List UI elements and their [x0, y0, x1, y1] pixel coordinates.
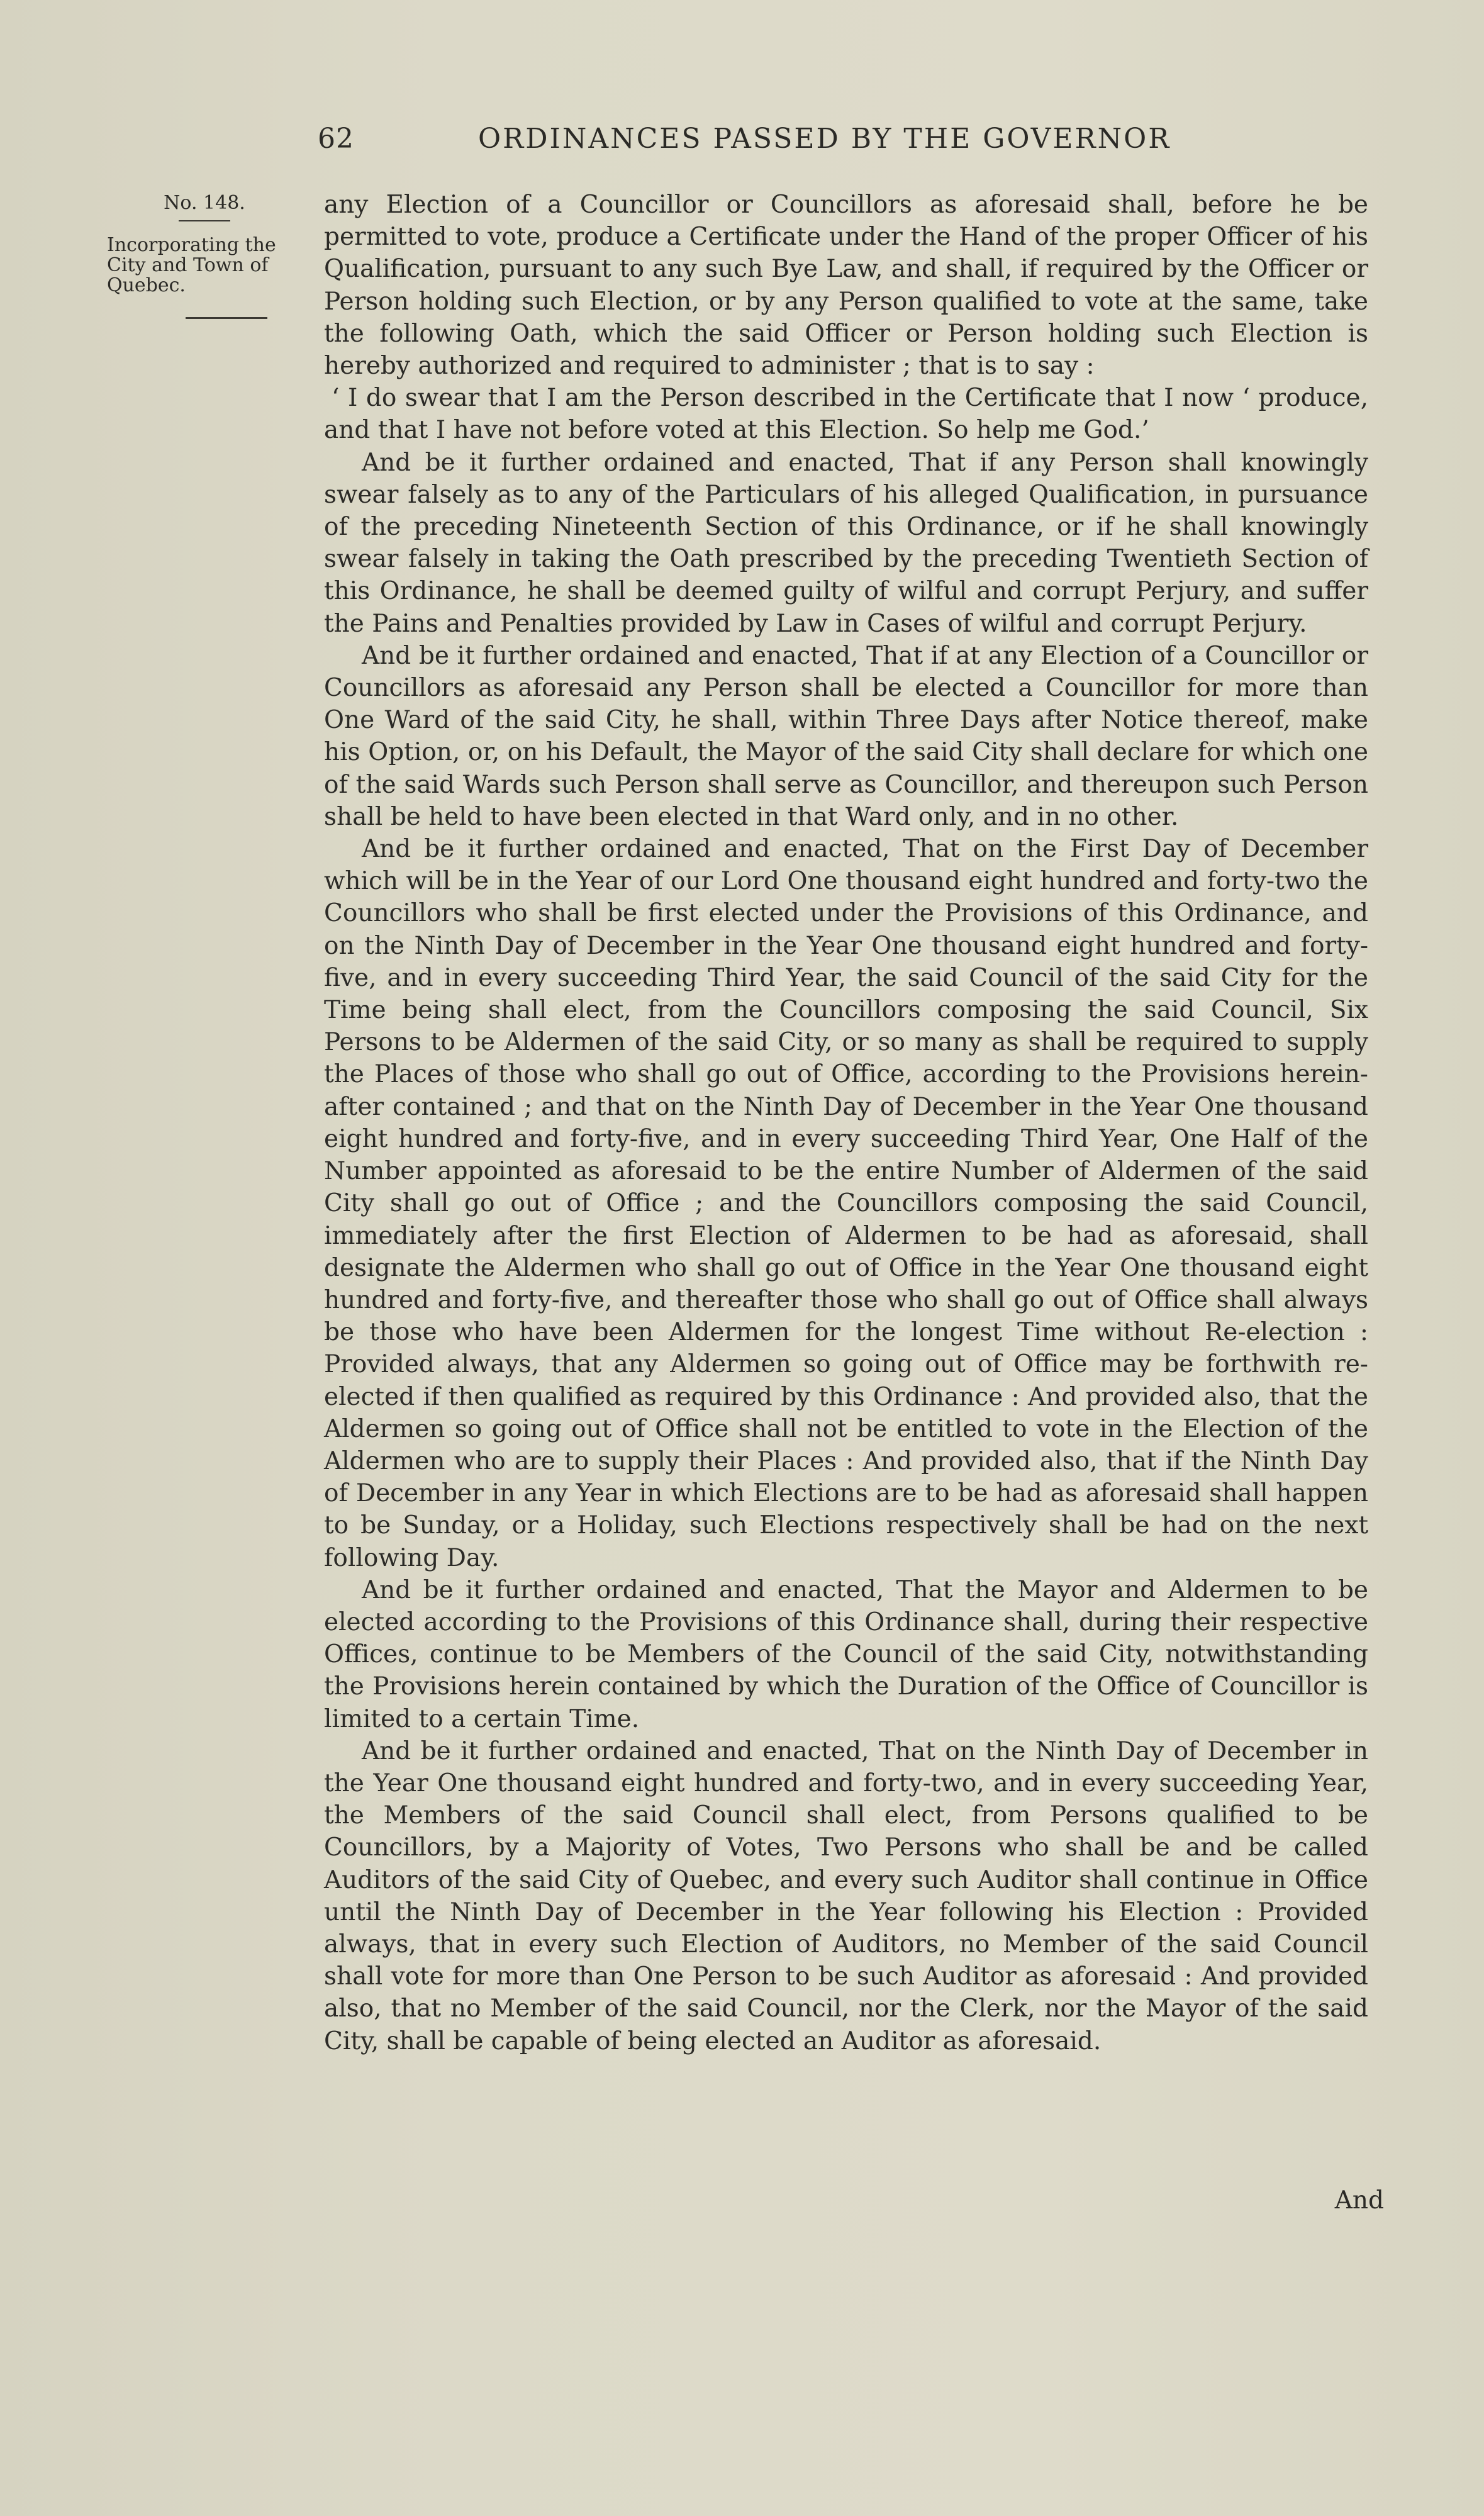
margin-note	[107, 192, 302, 319]
paragraph-auditors: And be it further ordained and enacted, That on the Ninth Day of December in the Year One thousand eight hundred and forty-two, and in every succeeding Year, the Members of the said Council shall elect, from Persons qualified to be Councillors, by a Majority of Votes, Two Persons who shall be and be called Auditors of the said City of Quebec, and every such Auditor shall continue in Office until the Ninth Day of December in the Year following his Election : Provided always, that in every such Election of Auditors, no Member of the said Council shall vote for more than One Person to be such Auditor as aforesaid : And provided also, that no Member of the said Council, nor the Clerk, nor the Mayor of the said City, shall be capable of being elected an Auditor as aforesaid.	[324, 1736, 1368, 2055]
paragraph-multiple-wards: And be it further ordained and enacted, That if at any Election of a Councillor or Councillors as aforesaid any Person shall be elected a Councillor for more than One Ward of the said City, he shall, within Three Days after Notice thereof, make his Option, or, on his Default, the Mayor of the said City shall declare for which one of the said Wards such Person shall serve as Councillor, and thereupon such Person shall be held to have been elected in that Ward only, and in no other.	[324, 641, 1368, 831]
margin-rule-top	[179, 220, 230, 221]
page-header	[318, 123, 1211, 160]
margin-rule-bottom	[186, 317, 267, 319]
running-title: ORDINANCES PASSED BY THE GOVERNOR	[478, 123, 1171, 155]
paragraph-mayor-aldermen-members: And be it further ordained and enacted, That the Mayor and Aldermen to be elected according to the Provisions of this Ordinance shall, during their respective Offices, continue to be Members of the Council of the said City, notwithstanding the Provisions herein contained by which the Duration of the Office of Councillor is limited to a certain Time.	[324, 1575, 1368, 1733]
paragraph-oath: ‘ I do swear that I am the Person described in the Certificate that I now ‘ produce, and that I have not before voted at this Election. So help me God.’	[324, 384, 1368, 445]
body-text	[324, 189, 1368, 2057]
paragraph-continuation: any Election of a Councillor or Councillors as aforesaid shall, before he be permitted to vote, produce a Certificate under the Hand of the proper Officer of his Qualification, pursuant to any such Bye Law, and shall, if required by the Officer or Person holding such Election, or by any Person qualified to vote at the same, take the following Oath, which the said Officer or Person holding such Election is hereby authorized and required to administer ; that is to say :	[324, 191, 1368, 381]
paragraph-aldermen-election: And be it further ordained and enacted, That on the First Day of December which will be in the Year of our Lord One thousand eight hundred and forty-two the Councillors who shall be first elected under the Provisions of this Ordinance, and on the Ninth Day of December in the Year One thousand eight hundred and forty-five, and in every succeeding Third Year, the said Council of the said City for the Time being shall elect, from the Councillors composing the said Council, Six Persons to be Aldermen of the said City, or so many as shall be required to supply the Places of those who shall go out of Office, according to the Provisions herein-after contained ; and that on the Ninth Day of December in the Year One thousand eight hundred and forty-five, and in every succeeding Third Year, One Half of the Number appointed as aforesaid to be the entire Number of Aldermen of the said City shall go out of Office ; and the Councillors composing the said Council, immediately after the first Election of Aldermen to be had as aforesaid, shall designate the Aldermen who shall go out of Office in the Year One thousand eight hundred and forty-five, and thereafter those who shall go out of Office shall always be those who have been Aldermen for the longest Time without Re-election : Provided always, that any Aldermen so going out of Office may be forthwith re-elected if then qualified as required by this Ordinance : And provided also, that the Aldermen so going out of Office shall not be entitled to vote in the Election of the Aldermen who are to supply their Places : And provided also, that if the Ninth Day of December in any Year in which Elections are to be had as aforesaid shall happen to be Sunday, or a Holiday, such Elections respectively shall be had on the next following Day.	[324, 835, 1368, 1572]
page-number: 62	[318, 123, 354, 155]
catchword: And	[1334, 2186, 1384, 2215]
paragraph-perjury: And be it further ordained and enacted, That if any Person shall knowingly swear falsely as to any of the Particulars of his alleged Qualification, in pursuance of the preceding Nineteenth Section of this Ordinance, or if he shall knowingly swear falsely in taking the Oath prescribed by the preceding Twentieth Section of this Ordinance, he shall be deemed guilty of wilful and corrupt Perjury, and suffer the Pains and Penalties provided by Law in Cases of wilful and corrupt Perjury.	[324, 448, 1368, 638]
sidenote: Incorporating the City and Town of Quebec.	[107, 234, 276, 296]
ordinance-number: No. 148.	[164, 192, 245, 214]
